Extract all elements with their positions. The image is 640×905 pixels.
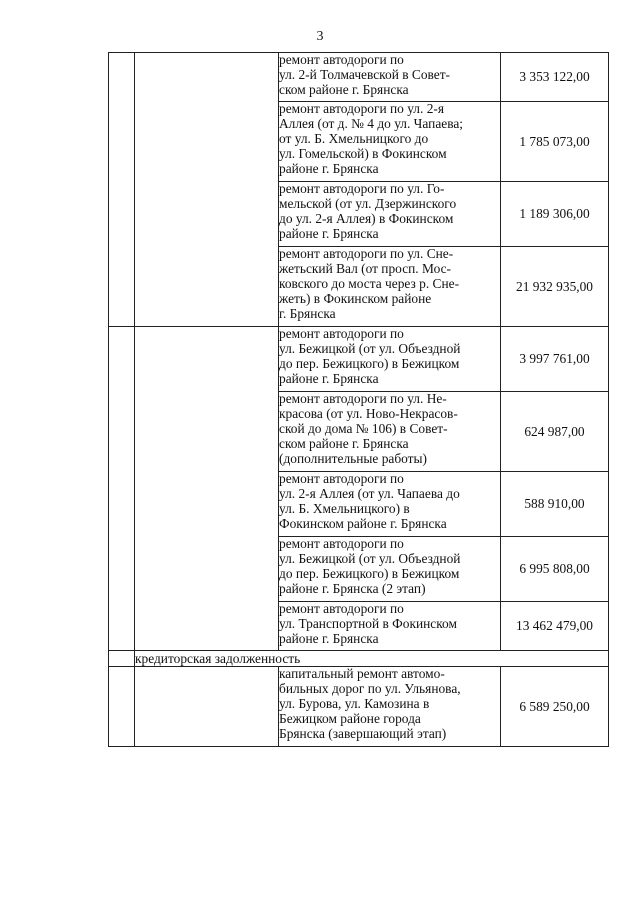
amount-cell: 21 932 935,00	[501, 247, 609, 327]
work-description: ремонт автодороги по ул. Сне- жетьский Вал (от просп. Мос- ковского до моста через р. Сне- жеть) в Фокинском районе г. Брянска	[279, 247, 501, 327]
work-description: ремонт автодороги по ул. Транспортной в Фокинском районе г. Брянска	[279, 602, 501, 651]
work-description: ремонт автодороги по ул. 2-я Аллея (от д. № 4 до ул. Чапаева; от ул. Б. Хмельницкого до ул. Гомельской) в Фокинском районе г. Брянска	[279, 102, 501, 182]
amount-cell: 1 189 306,00	[501, 182, 609, 247]
amount-cell: 624 987,00	[501, 392, 609, 472]
amount-cell: 588 910,00	[501, 472, 609, 537]
page-number: 3	[316, 29, 324, 44]
index-cell	[109, 53, 135, 327]
category-cell	[135, 327, 279, 651]
amount-cell: 1 785 073,00	[501, 102, 609, 182]
work-description: ремонт автодороги по ул. 2-я Аллея (от ул. Чапаева до ул. Б. Хмельницкого) в Фокинском районе г. Брянска	[279, 472, 501, 537]
amount-cell: 3 353 122,00	[501, 53, 609, 102]
section-label: кредиторская задолженность	[135, 651, 609, 667]
work-description: ремонт автодороги по ул. Го- мельской (от ул. Дзержинского до ул. 2-я Аллея) в Фокинском районе г. Брянска	[279, 182, 501, 247]
index-cell	[109, 667, 135, 747]
work-description: ремонт автодороги по ул. 2-й Толмачевской в Совет- ском районе г. Брянска	[279, 53, 501, 102]
amount-cell: 6 995 808,00	[501, 537, 609, 602]
table-row	[109, 667, 609, 747]
work-description: капитальный ремонт автомо- бильных дорог по ул. Ульянова, ул. Бурова, ул. Камозина в Бежицком районе города Брянска (завершающий этап)	[279, 667, 501, 747]
work-description: ремонт автодороги по ул. Бежицкой (от ул. Объездной до пер. Бежицкого) в Бежицком районе г. Брянска	[279, 327, 501, 392]
index-cell	[109, 651, 135, 667]
category-cell	[135, 53, 279, 327]
work-description: ремонт автодороги по ул. Бежицкой (от ул. Объездной до пер. Бежицкого) в Бежицком районе г. Брянска (2 этап)	[279, 537, 501, 602]
table-row	[109, 327, 609, 392]
work-description: ремонт автодороги по ул. Не- красова (от ул. Ново-Некрасов- ской до дома № 106) в Совет- ском районе г. Брянска (дополнительные работы)	[279, 392, 501, 472]
section-row	[109, 651, 609, 667]
amount-cell: 6 589 250,00	[501, 667, 609, 747]
amount-cell: 3 997 761,00	[501, 327, 609, 392]
amount-cell: 13 462 479,00	[501, 602, 609, 651]
budget-table	[108, 52, 609, 747]
table-row	[109, 53, 609, 102]
category-cell	[135, 667, 279, 747]
index-cell	[109, 327, 135, 651]
